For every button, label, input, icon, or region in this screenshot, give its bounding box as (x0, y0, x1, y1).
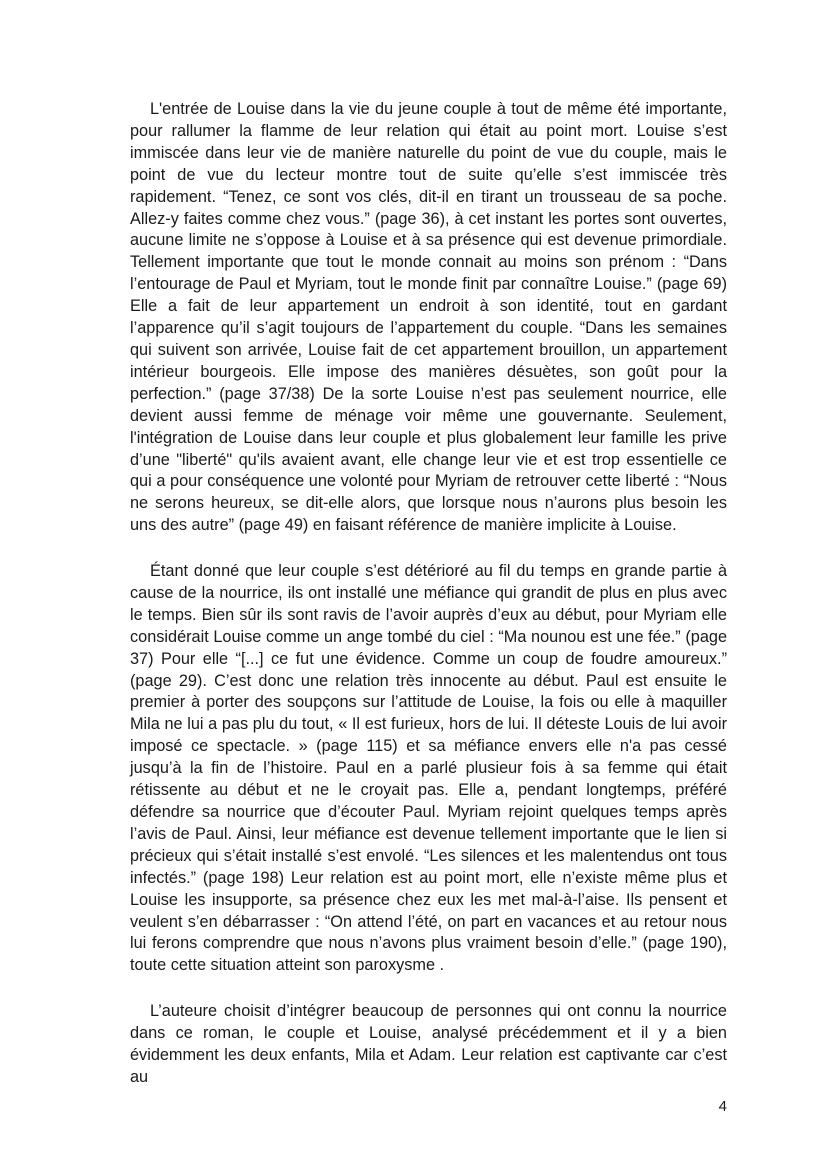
page-number: 4 (718, 1098, 727, 1115)
body-paragraph: L'entrée de Louise dans la vie du jeune couple à tout de même été importante, pour rallumer la flamme de leur relation qui était au point mort. Louise s’est immiscée dans leur vie de manière naturelle du point de vue du couple, mais le point de vue du lecteur montre tout de suite qu’elle s’est immiscée très rapidement. “Tenez, ce sont vos clés, dit-il en tirant un trousseau de sa poche. Allez-y faites comme chez vous.” (page 36), à cet instant les portes sont ouvertes, aucune limite ne s’oppose à Louise et à sa présence qui est devenue primordiale. Tellement importante que tout le monde connait au moins son prénom : “Dans l’entourage de Paul et Myriam, tout le monde finit par connaître Louise.” (page 69) Elle a fait de leur appartement un endroit à son identité, tout en gardant l’apparence qu’il s’agit toujours de l’appartement du couple. “Dans les semaines qui suivent son arrivée, Louise fait de cet appartement brouillon, un appartement intérieur bourgeois. Elle impose des manières désuètes, son goût pour la perfection.” (page 37/38) De la sorte Louise n’est pas seulement nourrice, elle devient aussi femme de ménage voir même une gouvernante. Seulement, l'intégration de Louise dans leur couple et plus globalement leur famille les prive d’une "liberté" qu'ils avaient avant, elle change leur vie et est trop essentielle ce qui a pour conséquence une volonté pour Myriam de retrouver cette liberté : “Nous ne serons heureux, se dit-elle alors, que lorsque nous n’aurons plus besoin les uns des autre” (page 49) en faisant référence de manière implicite à Louise. (130, 100, 727, 535)
body-paragraph: Étant donné que leur couple s’est détérioré au fil du temps en grande partie à cause de la nourrice, ils ont installé une méfiance qui grandit de plus en plus avec le temps. Bien sûr ils sont ravis de l’avoir auprès d’eux au début, pour Myriam elle considérait Louise comme un ange tombé du ciel : “Ma nounou est une fée.” (page 37) Pour elle “[...] ce fut une évidence. Comme un coup de foudre amoureux.” (page 29). C’est donc une relation très innocente au début. Paul est ensuite le premier à porter des soupçons sur l’attitude de Louise, la fois ou elle à maquiller Mila ne lui a pas plu du tout, « Il est furieux, hors de lui. Il déteste Louis de lui avoir imposé ce spectacle. » (page 115) et sa méfiance envers elle n'a pas cessé jusqu’à la fin de l’histoire. Paul en a parlé plusieur fois à sa femme qui était rétissente au début et ne le croyait pas. Elle a, pendant longtemps, préféré défendre sa nourrice que d’écouter Paul. Myriam rejoint quelques temps après l’avis de Paul. Ainsi, leur méfiance est devenue tellement importante que le lien si précieux qui s’était installé s’est envolé. “Les silences et les malentendus ont tous infectés.” (page 198) Leur relation est au point mort, elle n’existe même plus et Louise les insupporte, sa présence chez eux les met mal-à-l’aise. Ils pensent et veulent s’en débarrasser : “On attend l’été, on part en vacances et au retour nous lui ferons comprendre que nous n’avons plus vraiment besoin d’elle.” (page 190), toute cette situation atteint son paroxysme . (130, 562, 727, 975)
body-paragraph: L’auteure choisit d’intégrer beaucoup de personnes qui ont connu la nourrice dans ce roman, le couple et Louise, analysé précédemment et il y a bien évidemment les deux enfants, Mila et Adam. Leur relation est captivante car c’est au (130, 1002, 727, 1086)
